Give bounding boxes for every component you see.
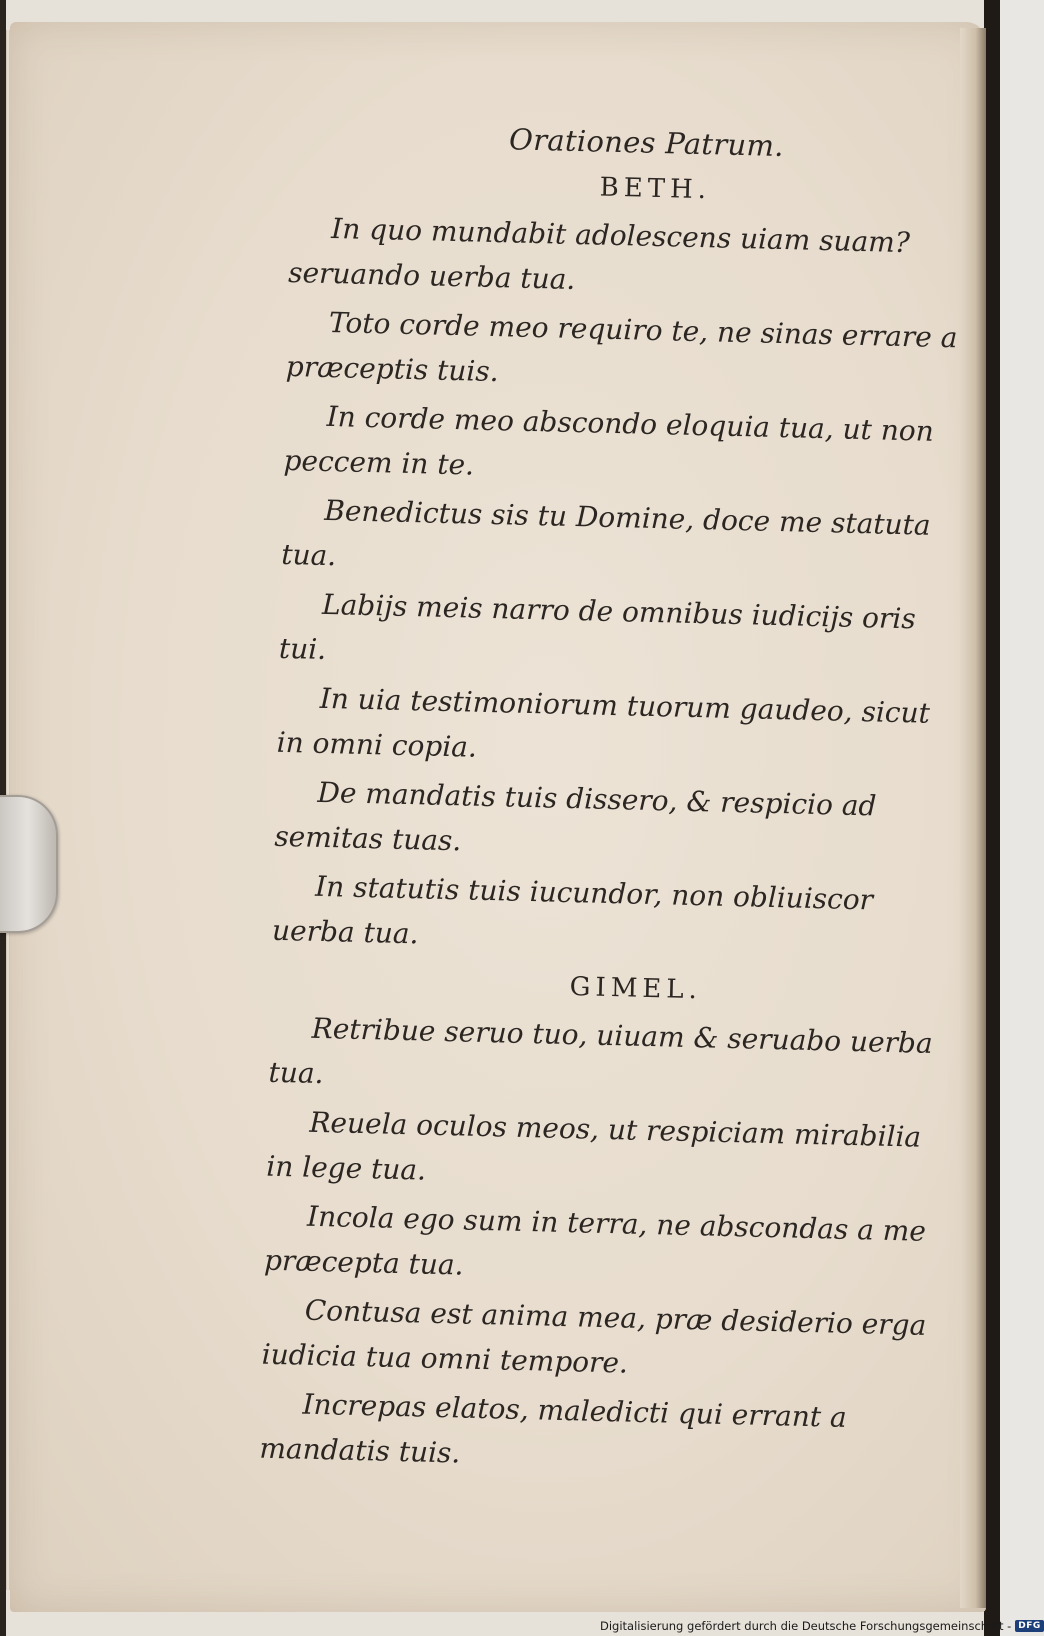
verse: In uia testimoniorum tuorum gaudeo, sicut in omni copia. — [276, 681, 931, 764]
page-clip — [0, 795, 58, 933]
page-text-block — [259, 117, 972, 1491]
running-head: Orationes Patrum. — [508, 122, 785, 164]
book-page — [10, 22, 986, 1612]
credit-text: Digitalisierung gefördert durch die Deutsche Forschungsgemeinschaft - — [600, 1619, 1012, 1633]
page-edge-right — [960, 28, 986, 1608]
verse: In statutis tuis iucundor, non obliuiscor uerba tua. — [271, 869, 874, 951]
verse: Incola ego sum in terra, ne abscondas a me præcepta tua. — [263, 1199, 927, 1282]
verse: In corde meo abscondo eloquia tua, ut non peccem in te. — [283, 399, 935, 482]
verse: Toto corde meo requiro te, ne sinas errare a præceptis tuis. — [285, 305, 958, 389]
section-title-beth: BETH. — [599, 172, 712, 206]
verse: Increpas elatos, maledicti qui errant a mandatis tuis. — [259, 1387, 848, 1470]
section-title-gimel: GIMEL. — [569, 972, 703, 1006]
verse: Retribue seruo tuo, uiuam & seruabo uerba tua. — [268, 1011, 934, 1091]
verse: Reuela oculos meos, ut respiciam mirabilia in lege tua. — [265, 1105, 922, 1187]
digitization-credit — [600, 1618, 1044, 1634]
verse: Contusa est anima mea, præ desiderio erga iudicia tua omni tempore. — [261, 1293, 927, 1380]
dfg-logo-icon: DFG — [1015, 1620, 1044, 1632]
verse: Labijs meis narro de omnibus iudicijs oris tui. — [278, 587, 917, 666]
verse: Benedictus sis tu Domine, doce me statuta tua. — [280, 493, 931, 573]
verse: De mandatis tuis dissero, & respicio ad semitas tuas. — [274, 775, 877, 858]
verse: In quo mundabit adolescens uiam suam? seruando uerba tua. — [287, 211, 911, 296]
